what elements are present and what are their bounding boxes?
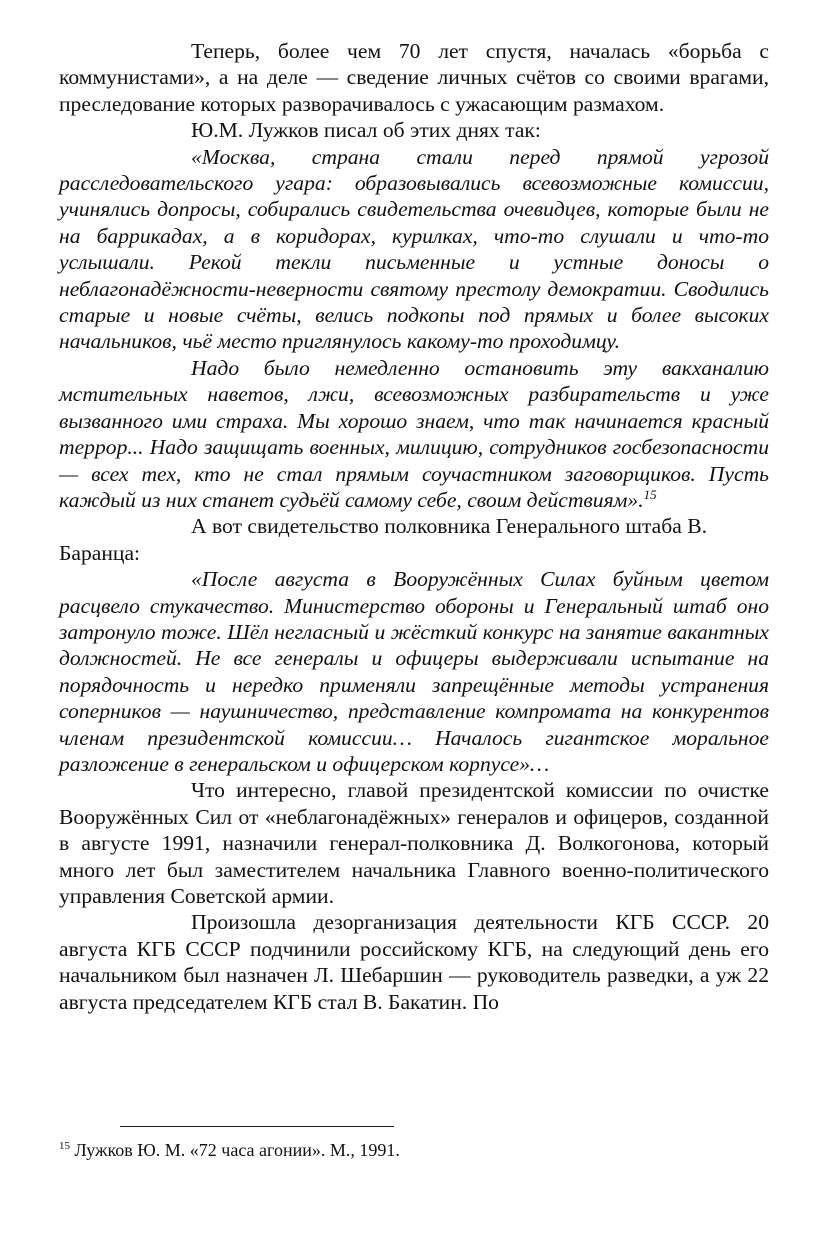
quote-luzhkov-part2 [59,355,769,513]
body-text [59,38,769,1015]
footnote-text: Лужков Ю. М. «72 часа агонии». М., 1991. [74,1140,400,1160]
footnote-number: 15 [59,1140,70,1152]
footnote-separator [120,1126,394,1127]
footnote-reference: 15 [643,486,657,502]
paragraph-luzhkov-lead: Ю.М. Лужков писал об этих днях так: [191,118,541,143]
quote-luzhkov-part2-text: Надо было немедленно остановить эту вакханалию мстительных наветов, лжи, всевозможных разбирательств и уже вызванного ими страха. Мы хорошо знаем, что так начинается красный террор... Надо защищать военных, милицию, сотрудников госбезопасности — всех тех, кто не стал прямым соучастником заговорщиков. Пусть каждый из них станет судьёй самому себе, своим действиям». [59,355,769,512]
quote-luzhkov-part1: «Москва, страна стали перед прямой угрозой расследовательского угара: образовывались всевозможные комиссии, учинялись допросы, собирались свидетельства очевидцев, которые были не на баррикадах, а в коридорах, курилках, что-то слушали и что-то услышали. Рекой текли письменные и устные доносы о неблагонадёжности-неверности святому престолу демократии. Сводились старые и новые счёты, велись подкопы под прямых и более высоких начальников, чьё место приглянулось какому-то проходимцу. [59,144,769,354]
paragraph-kgb: Произошла дезорганизация деятельности КГБ СССР. 20 августа КГБ СССР подчинили российскому КГБ, на следующий день его начальником был назначен Л. Шебаршин — руководитель разведки, а уж 22 августа председателем КГБ стал В. Бакатин. По [59,910,769,1014]
footnote [59,1139,769,1161]
paragraph-intro: Теперь, более чем 70 лет спустя, началась «борьба с коммунистами», а на деле — сведение личных счётов со своими врагами, преследование которых разворачивалось с ужасающим размахом. [59,39,769,116]
paragraph-barants-name: Баранца: [59,540,141,565]
paragraph-barants-lead: А вот свидетельство полковника Генерального штаба В. [191,514,708,539]
quote-barants: «После августа в Вооружённых Силах буйным цветом расцвело стукачество. Министерство обороны и Генеральный штаб оно затронуло тоже. Шёл негласный и жёсткий конкурс на занятие вакантных должностей. Не все генералы и офицеры выдерживали испытание на порядочность и нередко применяли запрещённые методы устранения соперников — наушничество, представление компромата на конкурентов членам президентской комиссии… Началось гигантское моральное разложение в генеральском и офицерском корпусе»… [59,567,769,776]
paragraph-volkogonov: Что интересно, главой президентской комиссии по очистке Вооружённых Сил от «неблагонадёжных» генералов и офицеров, созданной в августе 1991, назначили генерал-полковника Д. Волкогонова, который много лет был заместителем начальника Главного военно-политического управления Советской армии. [59,778,769,908]
